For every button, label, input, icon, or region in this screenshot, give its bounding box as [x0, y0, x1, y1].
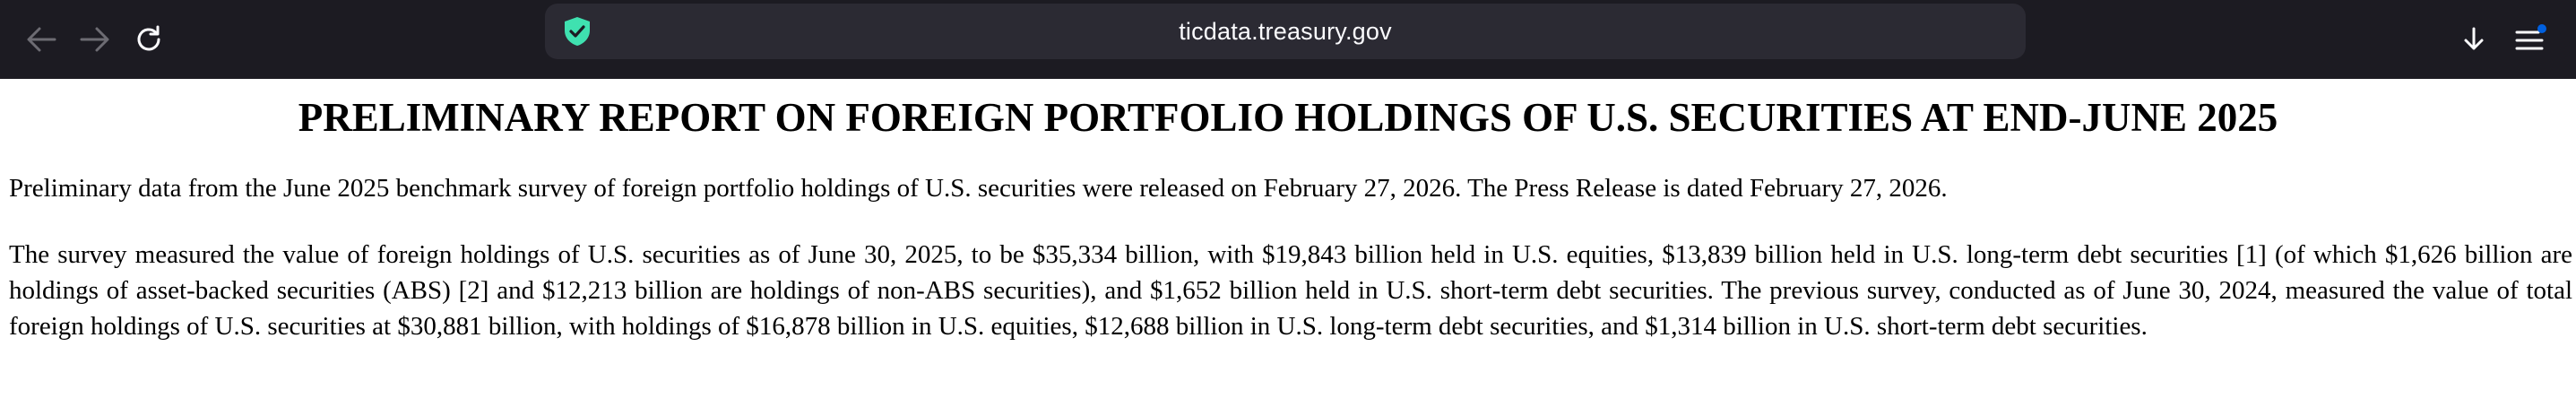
update-badge	[2537, 24, 2546, 33]
hamburger-menu-icon	[2511, 23, 2547, 56]
back-button[interactable]	[14, 13, 68, 66]
reload-button[interactable]	[122, 13, 176, 66]
shield-check-icon[interactable]	[561, 15, 593, 48]
url-text[interactable]: ticdata.treasury.gov	[1179, 17, 1392, 45]
address-bar[interactable]	[545, 4, 2026, 59]
download-arrow-icon	[2461, 26, 2486, 53]
forward-arrow-icon	[80, 26, 110, 53]
page-title: PRELIMINARY REPORT ON FOREIGN PORTFOLIO HOLDINGS OF U.S. SECURITIES AT END-JUNE 2025	[298, 95, 2278, 140]
back-arrow-icon	[26, 26, 56, 53]
menu-button[interactable]	[2503, 13, 2556, 66]
release-paragraph: Preliminary data from the June 2025 benchmark survey of foreign portfolio holdings of U.S. securities were released on February 27, 2026. The Press Release is dated February 27, 2026.	[9, 174, 1948, 203]
forward-button[interactable]	[68, 13, 122, 66]
survey-paragraph: The survey measured the value of foreign holdings of U.S. securities as of June 30, 2025, to be $35,334 billion, with $19,843 billion held in U.S. equities, $13,839 billion held in U.S. long-term debt securities [1] (of which $1,626 billion are holdings of asset-backed securities (ABS) [2] and $12,213 billion are holdings of non-ABS securities), and $1,652 billion held in U.S. short-term debt securities. The previous survey, conducted as of June 30, 2024, measured the value of total foreign holdings of U.S. securities at $30,881 billion, with holdings of $16,878 billion in U.S. equities, $12,688 billion in U.S. long-term debt securities, and $1,314 billion in U.S. short-term debt securities.	[9, 240, 2572, 341]
reload-icon	[134, 24, 164, 55]
page-content	[0, 79, 2576, 407]
downloads-button[interactable]	[2447, 13, 2501, 66]
browser-toolbar	[0, 0, 2576, 79]
